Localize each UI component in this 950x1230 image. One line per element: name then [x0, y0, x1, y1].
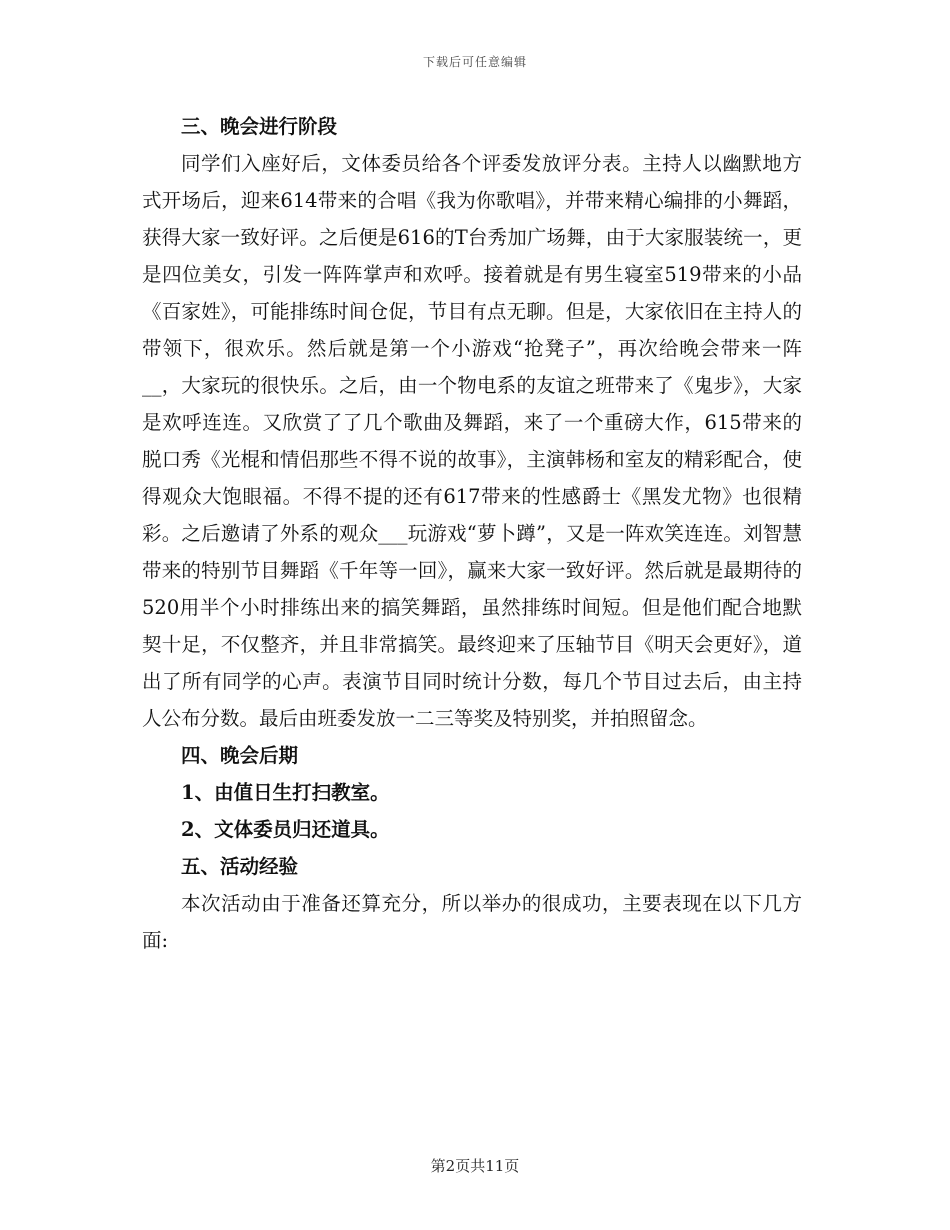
section-4-title: 四、晚会后期: [181, 744, 299, 767]
header-note: 下载后可任意编辑: [422, 55, 527, 69]
section-4-item-2: 2、文体委员归还道具。: [181, 818, 390, 841]
section-3-paragraph: 同学们入座好后，文体委员给各个评委发放评分表。主持人以幽默地方式开场后，迎来614带来的合唱《我为你歌唱》，并带来精心编排的小舞蹈，获得大家一致好评。之后便是616的T台秀加广场舞，由于大家服装统一，更是四位美女，引发一阵阵掌声和欢呼。接着就是有男生寝室519带来的小品《百家姓》，可能排练时间仓促，节目有点无聊。但是，大家依旧在主持人的带领下，很欢乐。然后就是第一个小游戏“抢凳子”，再次给晚会带来一阵__，大家玩的很快乐。之后，由一个物电系的友谊之班带来了《鬼步》，大家是欢呼连连。又欣赏了了几个歌曲及舞蹈，来了一个重磅大作，615带来的脱口秀《光棍和情侣那些不得不说的故事》，主演韩杨和室友的精彩配合，使得观众大饱眼福。不得不提的还有617带来的性感爵士《黑发尤物》也很精彩。之后邀请了外系的观众___玩游戏“萝卜蹲”，又是一阵欢笑连连。刘智慧带来的特别节目舞蹈《千年等一回》，赢来大家一致好评。然后就是最期待的520用半个小时排练出来的搞笑舞蹈，虽然排练时间短。但是他们配合地默契十足，不仅整齐，并且非常搞笑。最终迎来了压轴节目《明天会更好》，道出了所有同学的心声。表演节目同时统计分数，每几个节目过去后，由主持人公布分数。最后由班委发放一二三等奖及特别奖，并拍照留念。: [142, 152, 802, 730]
section-3-title: 三、晚会进行阶段: [181, 115, 338, 138]
document-body: [142, 108, 802, 959]
section-4-item-1: 1、由值日生打扫教室。: [181, 781, 390, 804]
page-number: 第2页共11页: [430, 1157, 520, 1175]
section-5-title: 五、活动经验: [181, 855, 299, 878]
section-5-paragraph: 本次活动由于准备还算充分，所以举办的很成功，主要表现在以下几方面:: [142, 892, 802, 952]
